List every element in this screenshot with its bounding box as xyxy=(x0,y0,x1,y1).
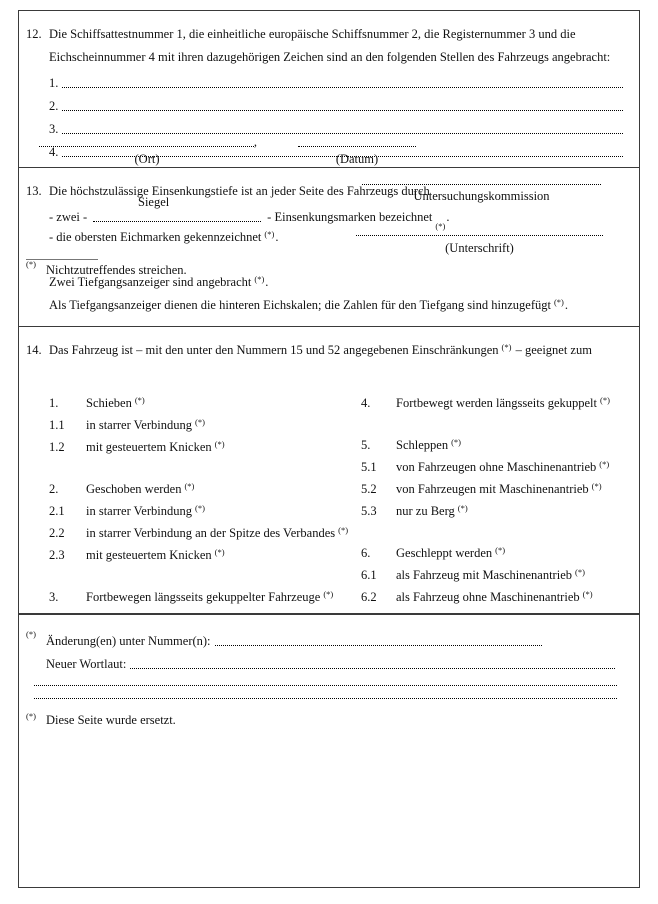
entry-number: 2. xyxy=(49,99,59,113)
footnote-marker: (*) xyxy=(575,567,585,577)
option1-post: - Einsenkungsmarken bezeichnet xyxy=(267,210,433,224)
entry-number: 4. xyxy=(49,145,59,159)
item-number: 4. xyxy=(361,396,371,410)
footnote-marker: (*) xyxy=(457,503,468,513)
item-label: Geschoben werden (*) xyxy=(86,481,195,496)
fill-in-dotted-line xyxy=(93,221,261,222)
footnote-marker: (*) xyxy=(26,711,36,721)
item-label: von Fahrzeugen mit Maschinenantrieb (*) xyxy=(396,481,602,496)
fill-in-dotted-line xyxy=(34,673,617,686)
fill-in-dotted-line xyxy=(362,184,601,185)
fill-in-dotted-line xyxy=(130,668,615,669)
item-label: von Fahrzeugen ohne Maschinenantrieb (*) xyxy=(396,459,610,474)
section13-gauge-scales xyxy=(49,294,625,317)
capability-item xyxy=(49,544,361,566)
item-label: mit gesteuertem Knicken (*) xyxy=(86,547,225,562)
period: . xyxy=(446,210,450,224)
item-label: Geschleppt werden (*) xyxy=(396,545,506,560)
capability-group xyxy=(49,586,361,608)
page-replaced-paragraph xyxy=(26,709,625,732)
footnote-paragraph xyxy=(26,259,426,278)
item-label: Fortbewegt werden längsseits gekuppelt (*) xyxy=(396,395,610,410)
item-number: 5. xyxy=(361,438,371,452)
section13-option-marks: - zwei - - Einsenkungsmarken bezeichnet (*) . xyxy=(49,210,450,231)
fill-in-dotted-line xyxy=(356,235,603,236)
capability-column-left xyxy=(26,392,361,608)
capability-group xyxy=(361,542,625,608)
place-label: (Ort) xyxy=(134,152,160,166)
section12-line2: Eichscheinnummer 4 mit ihren dazugehörigen Zeichen sind an den folgenden Stellen des Fahrzeugs angebracht: xyxy=(49,50,611,64)
section12-number: 12. xyxy=(26,27,42,41)
page-replaced-text: Diese Seite wurde ersetzt. xyxy=(46,713,176,727)
section14-header xyxy=(26,339,625,362)
capability-item xyxy=(49,586,361,608)
item-number: 5.2 xyxy=(361,482,377,496)
footnote-marker: (*) xyxy=(195,417,205,427)
item-number: 1.2 xyxy=(49,440,65,454)
option2-text: - die obersten Eichmarken gekennzeichnet xyxy=(49,230,262,244)
intro-post: – geeignet zum xyxy=(515,343,592,357)
item-number: 5.3 xyxy=(361,504,377,518)
footnote-marker: (*) xyxy=(600,395,610,405)
footnote-marker: (*) xyxy=(26,629,36,639)
item-number: 2.2 xyxy=(49,526,65,540)
section13-number: 13. xyxy=(26,184,42,198)
date-label: (Datum) xyxy=(335,152,379,166)
item-number: 6. xyxy=(361,546,371,560)
capability-group xyxy=(361,434,625,522)
capability-columns xyxy=(26,392,625,608)
scales-text: Als Tiefgangsanzeiger dienen die hinteren Eichskalen; die Zahlen für den Tiefgang sind hinzugefügt xyxy=(49,298,551,312)
section12-line1: Die Schiffsattestnummer 1, die einheitliche europäische Schiffsnummer 2, die Registernummer 3 und die xyxy=(49,27,576,41)
item-label: als Fahrzeug mit Maschinenantrieb (*) xyxy=(396,567,585,582)
capability-group xyxy=(361,392,625,414)
capability-item xyxy=(361,456,625,478)
fill-in-dotted-line xyxy=(215,645,542,646)
item-label: Fortbewegen längsseits gekuppelter Fahrzeuge (*) xyxy=(86,589,334,604)
amendment-label: Änderung(en) unter Nummer(n): xyxy=(46,634,211,648)
item-label: nur zu Berg (*) xyxy=(396,503,468,518)
capability-item xyxy=(49,522,361,544)
marking-location-row xyxy=(49,92,625,115)
capability-item xyxy=(361,434,625,456)
footnote-marker: (*) xyxy=(214,547,225,557)
footnote-marker: (*) xyxy=(591,481,602,491)
capability-item xyxy=(49,478,361,500)
capability-item xyxy=(361,500,625,522)
footnote-marker: (*) xyxy=(338,525,349,535)
item-number: 1.1 xyxy=(49,418,65,432)
section14-intro xyxy=(49,339,625,362)
item-label: Schieben (*) xyxy=(86,395,145,410)
signature-line xyxy=(356,222,603,236)
footnote-marker: (*) xyxy=(134,395,145,405)
entry-number: 3. xyxy=(49,122,59,136)
item-number: 1. xyxy=(49,396,59,410)
seal-label: Siegel xyxy=(138,195,170,209)
capability-group xyxy=(49,392,361,458)
period: . xyxy=(564,298,569,312)
section13-intro: Die höchstzulässige Einsenkungstiefe ist an jeder Seite des Fahrzeugs durch xyxy=(49,184,430,198)
footnote-marker: (*) xyxy=(323,589,334,599)
amendment-numbers-row xyxy=(46,627,625,650)
draught-text: Zwei Tiefgangsanzeiger sind angebracht xyxy=(49,275,252,289)
capability-item xyxy=(49,392,361,414)
entry-number: 1. xyxy=(49,76,59,90)
capability-item xyxy=(361,542,625,564)
footnote-marker: (*) xyxy=(501,342,512,352)
fill-in-dotted-line xyxy=(298,146,416,147)
amendment-paragraph xyxy=(26,627,625,699)
new-wording-row xyxy=(46,650,625,673)
fill-in-dotted-line xyxy=(62,110,623,111)
fill-in-dotted-line xyxy=(62,87,623,88)
document-frame xyxy=(18,10,640,888)
footnote-marker: (*) xyxy=(26,259,36,269)
footnote-marker: (*) xyxy=(495,545,506,555)
capability-group xyxy=(49,478,361,566)
fill-in-dotted-line xyxy=(39,146,254,147)
capability-item xyxy=(361,564,625,586)
comma: , xyxy=(253,135,257,149)
footnote-marker: (*) xyxy=(582,589,593,599)
capability-item xyxy=(49,414,361,436)
marking-location-row xyxy=(49,69,625,92)
footnote-marker: (*) xyxy=(553,297,564,307)
signature-label: (Unterschrift) xyxy=(445,241,514,255)
item-label: in starrer Verbindung an der Spitze des Verbandes (*) xyxy=(86,525,349,540)
item-number: 2. xyxy=(49,482,59,496)
new-wording-label: Neuer Wortlaut: xyxy=(46,657,127,671)
item-label: Schleppen (*) xyxy=(396,437,461,452)
item-label: in starrer Verbindung (*) xyxy=(86,503,205,518)
item-label: als Fahrzeug ohne Maschinenantrieb (*) xyxy=(396,589,593,604)
footnote-marker: (*) xyxy=(599,459,610,469)
item-number: 2.3 xyxy=(49,548,65,562)
capability-item xyxy=(361,478,625,500)
footnote-marker: (*) xyxy=(451,437,461,447)
capability-item xyxy=(361,392,625,414)
period: . xyxy=(275,230,279,244)
footnote-marker: (*) xyxy=(184,481,195,491)
capability-item xyxy=(49,500,361,522)
footnote-marker: (*) xyxy=(254,274,265,284)
commission-line xyxy=(362,171,601,185)
item-number: 5.1 xyxy=(361,460,377,474)
capability-column-right xyxy=(361,392,625,608)
footnote-marker: (*) xyxy=(195,503,205,513)
item-number: 3. xyxy=(49,590,59,604)
option1-pre: - zwei - xyxy=(49,210,88,224)
section14-number: 14. xyxy=(26,343,42,357)
footnote-text: Nichtzutreffendes streichen. xyxy=(46,263,187,277)
item-label: in starrer Verbindung (*) xyxy=(86,417,205,432)
capability-item xyxy=(361,586,625,608)
item-label: mit gesteuertem Knicken (*) xyxy=(86,439,225,454)
intro-pre: Das Fahrzeug ist – mit den unter den Nummern 15 und 52 angegebenen Einschränkungen xyxy=(49,343,499,357)
capability-item xyxy=(49,436,361,458)
footnote-marker: (*) xyxy=(214,439,225,449)
section-14 xyxy=(19,327,639,614)
commission-label: Untersuchungskommission xyxy=(413,189,550,203)
place-signature-line xyxy=(39,133,257,147)
fill-in-dotted-line xyxy=(34,686,617,699)
footnote-marker: (*) xyxy=(264,229,275,239)
period: . xyxy=(265,275,269,289)
item-number: 6.1 xyxy=(361,568,377,582)
item-number: 6.2 xyxy=(361,590,377,604)
item-number: 2.1 xyxy=(49,504,65,518)
date-signature-line xyxy=(298,133,416,147)
